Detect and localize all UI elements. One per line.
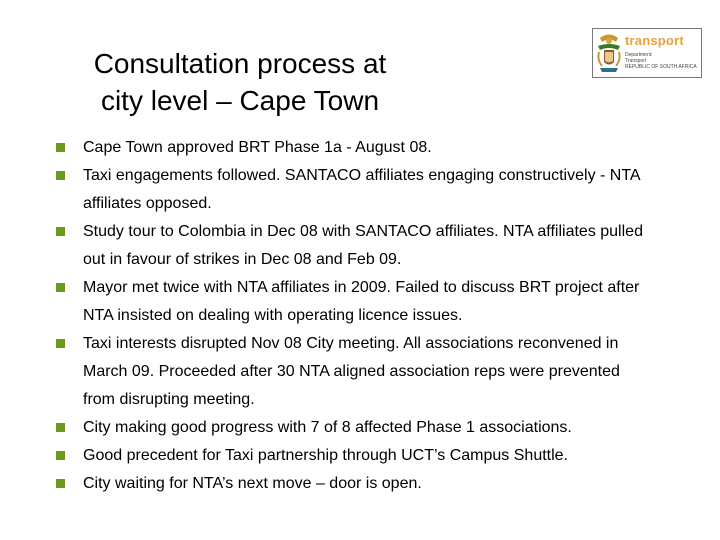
bullet-item: City making good progress with 7 of 8 affected Phase 1 associations. bbox=[56, 414, 656, 442]
logo-wordmark: transport bbox=[625, 33, 684, 48]
transport-department-logo bbox=[592, 28, 702, 78]
title-line-1: Consultation process at bbox=[93, 47, 387, 79]
bullet-item: Cape Town approved BRT Phase 1a - August 08. bbox=[56, 134, 656, 162]
bullet-item: Taxi interests disrupted Nov 08 City meeting. All associations reconvened in March 09. Proceeded after 30 NTA aligned association reps were prevented from disrupting meeting. bbox=[56, 330, 656, 414]
logo-line-1: Department: bbox=[625, 52, 653, 58]
bullet-item: Study tour to Colombia in Dec 08 with SANTACO affiliates. NTA affiliates pulled out in favour of strikes in Dec 08 and Feb 09. bbox=[56, 218, 656, 274]
coat-of-arms-icon bbox=[596, 32, 622, 74]
logo-line-2: Transport bbox=[625, 58, 647, 64]
bullet-list bbox=[56, 134, 656, 498]
title-line-2: city level – Cape Town bbox=[100, 84, 380, 116]
logo-subtitle bbox=[625, 52, 697, 70]
bullet-item: Good precedent for Taxi partnership through UCT’s Campus Shuttle. bbox=[56, 442, 656, 470]
logo-line-3: REPUBLIC OF SOUTH AFRICA bbox=[625, 64, 697, 70]
bullet-item: City waiting for NTA’s next move – door is open. bbox=[56, 470, 656, 498]
bullet-item: Taxi engagements followed. SANTACO affiliates engaging constructively - NTA affiliates opposed. bbox=[56, 162, 656, 218]
bullet-item: Mayor met twice with NTA affiliates in 2009. Failed to discuss BRT project after NTA insisted on dealing with operating licence issues. bbox=[56, 274, 656, 330]
slide-title bbox=[40, 45, 440, 119]
